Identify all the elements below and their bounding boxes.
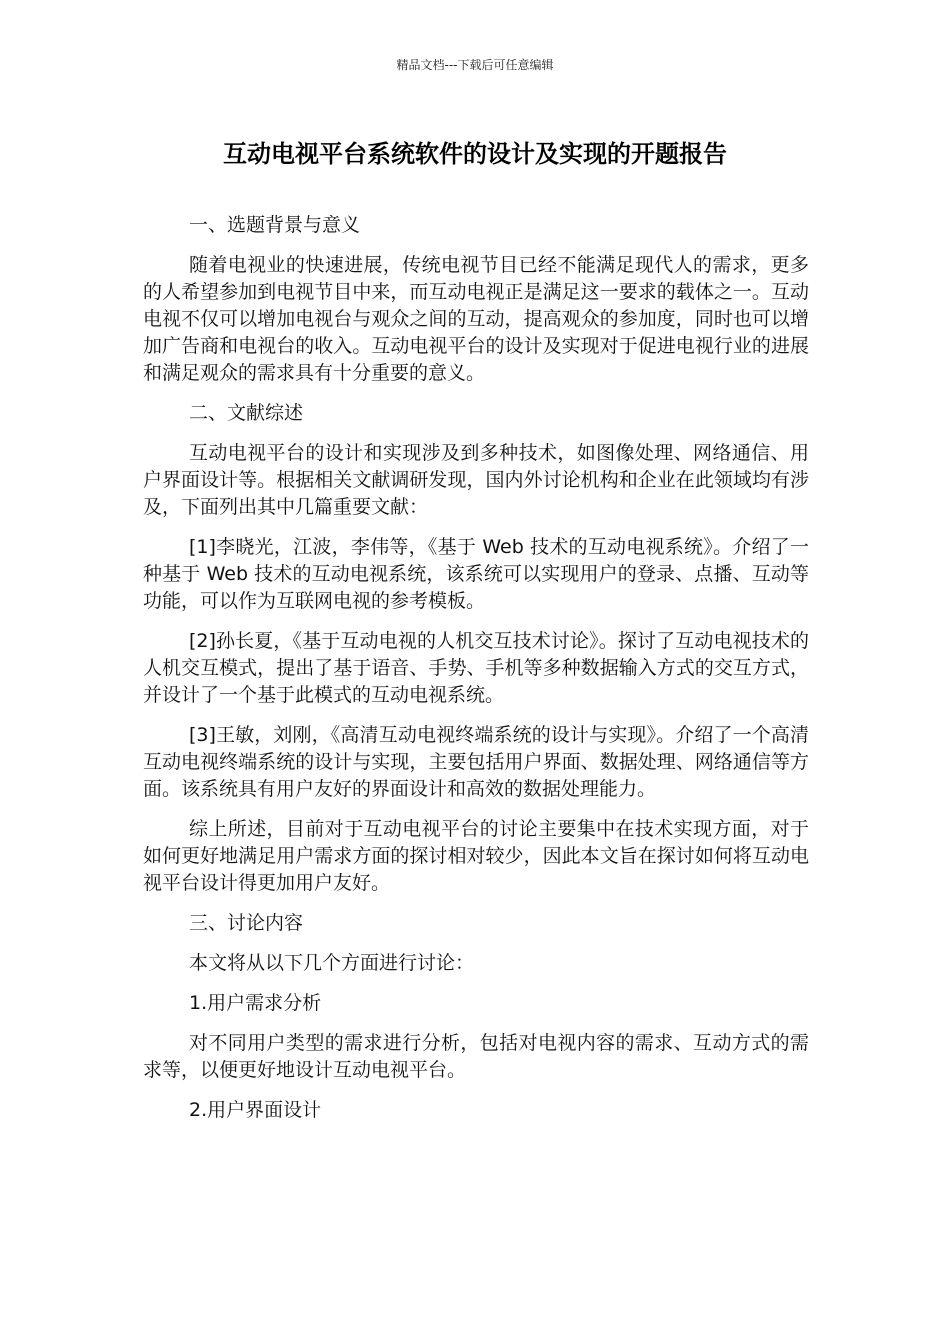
section-heading-research: 三、讨论内容 — [189, 912, 304, 934]
paragraph-literature-intro: 互动电视平台的设计和实现涉及到多种技术，如图像处理、网络通信、用户界面设计等。根据相关文献调研发现，国内外讨论机构和企业在此领域均有涉及，下面列出其中几篇重要文献： — [143, 442, 809, 518]
reference-item-2: [2]孙长夏，《基于互动电视的人机交互技术讨论》。探讨了互动电视技术的人机交互模式，提出了基于语音、手势、手机等多种数据输入方式的交互方式，并设计了一个基于此模式的互动电视系统。 — [143, 630, 809, 706]
paragraph-research-intro: 本文将从以下几个方面进行讨论： — [189, 952, 475, 974]
document-title: 互动电视平台系统软件的设计及实现的开题报告 — [223, 140, 727, 168]
subheading-ui-design: 2.用户界面设计 — [189, 1099, 322, 1121]
reference-item-1: [1]李晓光，江波，李伟等，《基于 Web 技术的互动电视系统》。介绍了一种基于 Web 技术的互动电视系统，该系统可以实现用户的登录、点播、互动等功能，可以作为互联网电视的参考模板。 — [143, 536, 809, 612]
reference-item-3: [3]王敏，刘刚，《高清互动电视终端系统的设计与实现》。介绍了一个高清互动电视终端系统的设计与实现，主要包括用户界面、数据处理、网络通信等方面。该系统具有用户友好的界面设计和高效的数据处理能力。 — [143, 724, 809, 800]
section-heading-background: 一、选题背景与意义 — [189, 214, 361, 236]
paragraph-background: 随着电视业的快速进展，传统电视节目已经不能满足现代人的需求，更多的人希望参加到电视节目中来，而互动电视正是满足这一要求的载体之一。互动电视不仅可以增加电视台与观众之间的互动，提高观众的参加度，同时也可以增加广告商和电视台的收入。互动电视平台的设计及实现对于促进电视行业的进展和满足观众的需求具有十分重要的意义。 — [143, 254, 809, 384]
header-note: 精品文档---下载后可任意编辑 — [396, 58, 554, 72]
document-body — [143, 212, 809, 1137]
subheading-user-needs: 1.用户需求分析 — [189, 992, 322, 1014]
paragraph-literature-summary: 综上所述，目前对于互动电视平台的讨论主要集中在技术实现方面，对于如何更好地满足用户需求方面的探讨相对较少，因此本文旨在探讨如何将互动电视平台设计得更加用户友好。 — [143, 818, 809, 894]
section-heading-literature: 二、文献综述 — [189, 402, 304, 424]
paragraph-user-needs: 对不同用户类型的需求进行分析，包括对电视内容的需求、互动方式的需求等，以便更好地设计互动电视平台。 — [143, 1032, 809, 1081]
